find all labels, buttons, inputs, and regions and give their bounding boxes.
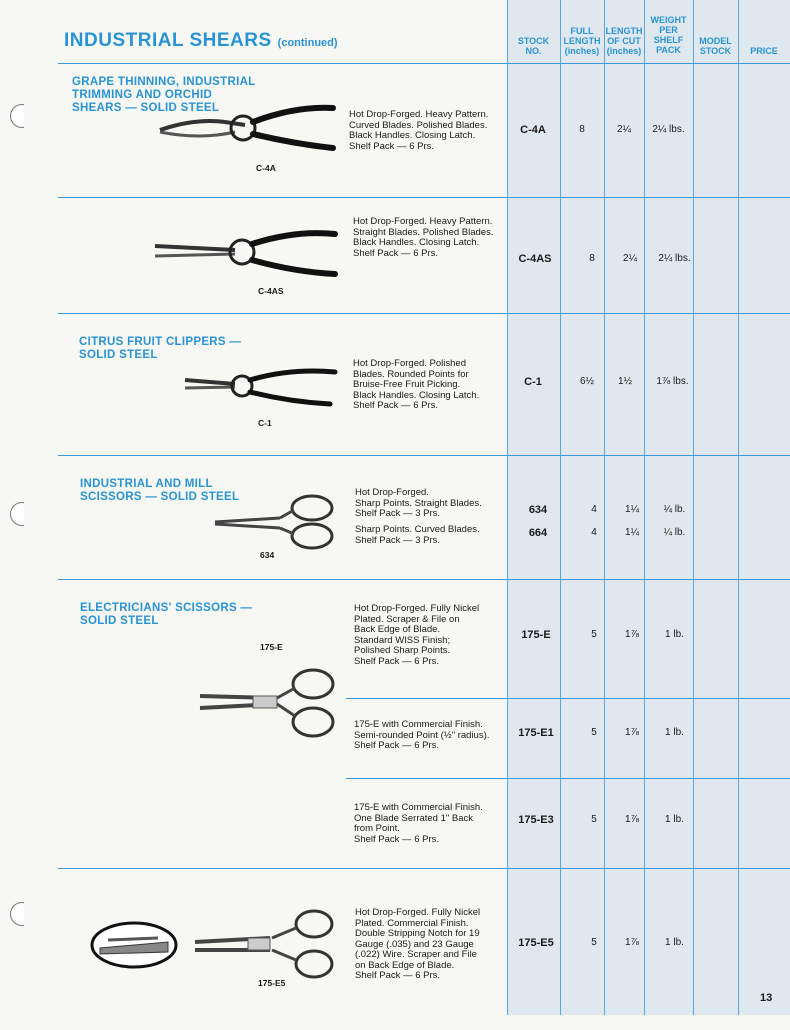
page-number: 13	[760, 992, 773, 1004]
stock-number: 634	[528, 504, 548, 516]
pruning-shears-straight-illustration	[150, 222, 340, 284]
product-description: Hot Drop-Forged. Polished Blades. Rounded Points for Bruise-Free Fruit Picking. Black Handles. Closing Latch. Shelf Pack — 6 Prs.	[353, 358, 480, 411]
weight-value: 1 lb.	[665, 727, 684, 738]
length-of-cut-value: 2¼	[623, 253, 637, 264]
section-title: CITRUS FRUIT CLIPPERS — SOLID STEEL	[79, 336, 242, 361]
full-length-value: 8	[589, 253, 595, 264]
row-divider	[58, 197, 790, 198]
product-description: 175-E with Commercial Finish. One Blade Serrated 1" Back from Point. Shelf Pack — 6 Prs.	[354, 802, 483, 845]
weight-value: 1⅞ lbs.	[656, 376, 689, 387]
product-caption: C-1	[258, 418, 272, 428]
weight-value: ¼ lb.	[663, 504, 686, 515]
product-description: 175-E with Commercial Finish. Semi-rounded Point (½" radius). Shelf Pack — 6 Prs.	[354, 719, 490, 751]
weight-value: 1 lb.	[665, 814, 684, 825]
length-of-cut-value: 1⅞	[625, 814, 639, 825]
binder-hole	[10, 502, 34, 526]
length-of-cut-value: 1⅞	[625, 937, 639, 948]
length-of-cut-value: 1¼	[625, 504, 639, 515]
product-caption: 175-E	[260, 642, 283, 652]
stock-number: 175-E3	[518, 814, 554, 826]
section-title: ELECTRICIANS' SCISSORS — SOLID STEEL	[80, 602, 253, 627]
row-divider	[346, 778, 790, 779]
fruit-clippers-illustration	[180, 360, 340, 410]
product-description: Hot Drop-Forged. Heavy Pattern. Curved Blades. Polished Blades. Black Handles. Closing Latch. Shelf Pack — 6 Prs.	[349, 109, 489, 152]
mill-scissors-illustration	[210, 492, 340, 552]
product-caption: 175-E5	[258, 978, 286, 988]
binder-hole	[10, 104, 34, 128]
length-of-cut-value: 1¼	[625, 527, 639, 538]
column-header-weight: WEIGHT PER SHELF PACK	[650, 15, 687, 55]
weight-value: 1 lb.	[665, 629, 684, 640]
length-of-cut-value: 1⅞	[625, 727, 639, 738]
product-description: Hot Drop-Forged. Fully Nickel Plated. Scraper & File on Back Edge of Blade. Standard WISS Finish; Polished Sharp Points. Shelf Pack — 6 Prs.	[354, 603, 480, 667]
weight-value: 1 lb.	[665, 937, 684, 948]
product-description: Hot Drop-Forged. Sharp Points. Straight Blades. Shelf Pack — 3 Prs.	[355, 487, 482, 519]
section-title: INDUSTRIAL AND MILL SCISSORS — SOLID STEEL	[80, 478, 240, 503]
column-header-length-of-cut: LENGTH OF CUT (inches)	[605, 26, 643, 56]
page-title: INDUSTRIAL SHEARS (continued)	[64, 30, 338, 51]
stock-number: 175-E1	[518, 727, 554, 739]
stock-number: 664	[528, 527, 548, 539]
binder-hole	[10, 902, 34, 926]
product-caption: C-4AS	[258, 286, 284, 296]
full-length-value: 5	[591, 814, 597, 825]
column-header-stock: STOCK NO.	[517, 36, 550, 56]
product-description: Hot Drop-Forged. Heavy Pattern. Straight Blades. Polished Blades. Black Handles. Closing Latch. Shelf Pack — 6 Prs.	[353, 216, 494, 259]
weight-value: 2¼ lbs.	[652, 124, 685, 135]
stock-number: C-4A	[520, 124, 546, 136]
column-divider	[738, 0, 739, 1015]
product-description: Hot Drop-Forged. Fully Nickel Plated. Commercial Finish. Double Stripping Notch for 19 Gauge (.035) and 23 Gauge (.022) Wire. Scraper and File on Back Edge of Blade. Shelf Pack — 6 Prs.	[355, 907, 481, 981]
column-header-price: PRICE	[750, 46, 778, 56]
stock-number: 175-E	[521, 629, 551, 641]
full-length-value: 8	[579, 124, 585, 135]
row-divider	[58, 313, 790, 314]
full-length-value: 5	[591, 727, 597, 738]
row-divider	[58, 63, 790, 64]
column-header-full-length: FULL LENGTH (inches)	[563, 26, 601, 56]
length-of-cut-value: 1½	[618, 376, 632, 387]
full-length-value: 6½	[580, 376, 594, 387]
pruning-shears-curved-illustration	[155, 100, 340, 160]
column-header-model-stock: MODEL STOCK	[699, 36, 732, 56]
weight-value: ¼ lb.	[663, 527, 686, 538]
full-length-value: 5	[591, 629, 597, 640]
weight-value: 2¼ lbs.	[658, 253, 691, 264]
section-title: GRAPE THINNING, INDUSTRIAL TRIMMING AND ORCHID SHEARS — SOLID STEEL	[72, 76, 256, 114]
stock-number: C-4AS	[518, 253, 552, 265]
stock-number: 175-E5	[518, 937, 554, 949]
row-divider	[58, 455, 790, 456]
full-length-value: 4	[591, 527, 597, 538]
row-divider	[58, 868, 790, 869]
product-description: Sharp Points. Curved Blades. Shelf Pack — 3 Prs.	[355, 524, 480, 546]
full-length-value: 4	[591, 504, 597, 515]
stripping-scissors-illustration	[190, 908, 340, 980]
length-of-cut-value: 1⅞	[625, 629, 639, 640]
stripping-notch-detail-illustration	[88, 918, 180, 972]
electricians-scissors-illustration	[195, 668, 340, 740]
row-divider	[58, 579, 790, 580]
full-length-value: 5	[591, 937, 597, 948]
stock-number: C-1	[524, 376, 542, 388]
length-of-cut-value: 2¼	[617, 124, 631, 135]
row-divider	[346, 698, 790, 699]
product-caption: 634	[260, 550, 275, 560]
product-caption: C-4A	[256, 163, 276, 173]
